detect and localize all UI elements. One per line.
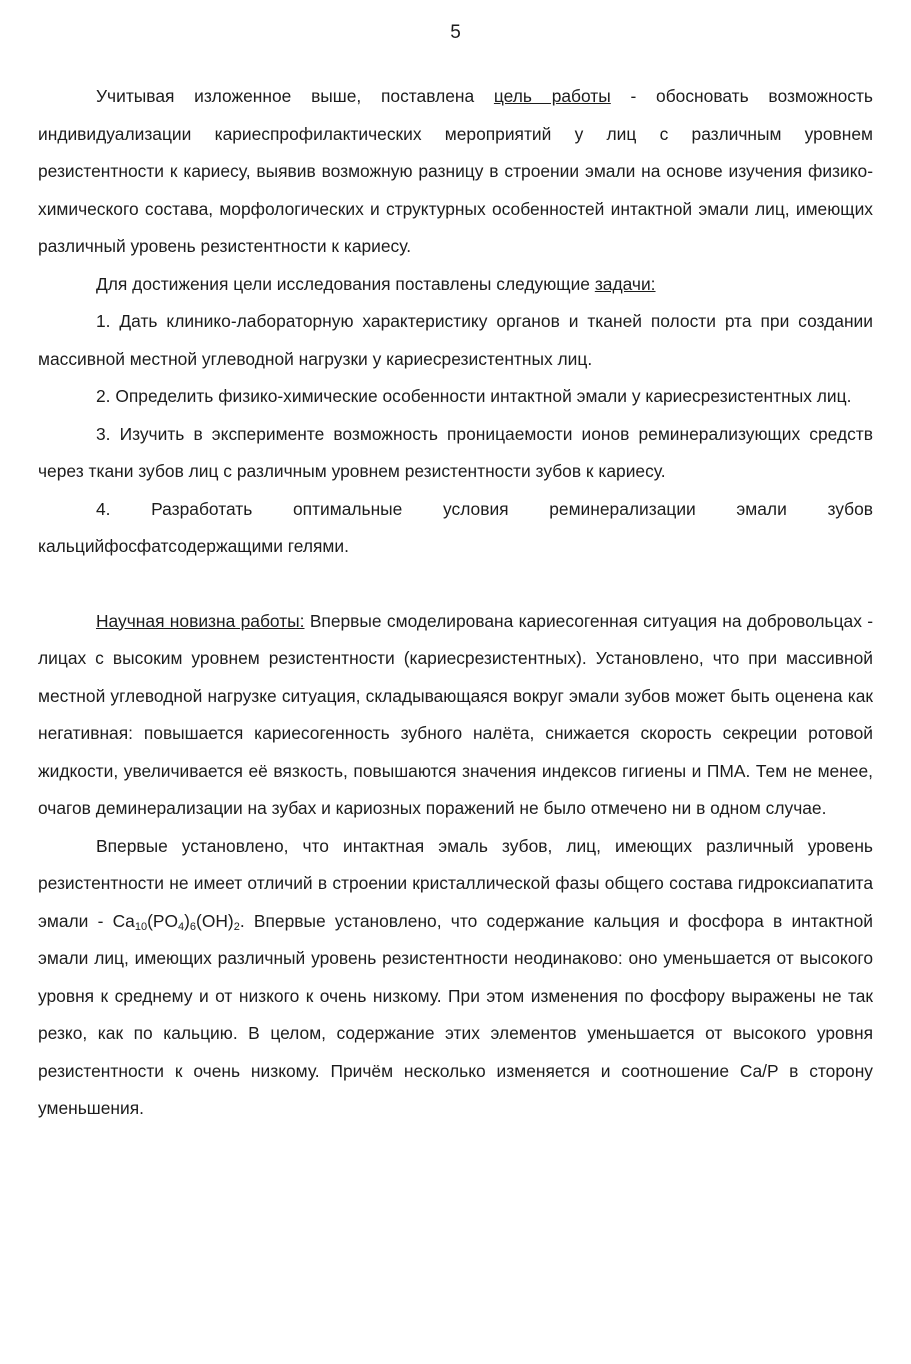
task-item-2: 2. Определить физико-химические особенности интактной эмали у кариесрезистентных лиц. bbox=[96, 386, 852, 406]
formula-subscript-po: 4 bbox=[178, 920, 185, 933]
formula-subscript-group: 6 bbox=[189, 920, 197, 933]
formula-subscript-oh: 2 bbox=[233, 920, 240, 933]
goal-paragraph bbox=[38, 78, 873, 266]
findings-paragraph bbox=[38, 828, 873, 1128]
formula-part-oh: (OH) bbox=[196, 910, 234, 931]
goal-text-before: Учитывая изложенное выше, поставлена bbox=[96, 86, 494, 106]
formula-part-po: (PO bbox=[147, 910, 178, 931]
goal-term: цель работы bbox=[493, 86, 611, 106]
page-number: 5 bbox=[450, 22, 461, 43]
task-item-3: 3. Изучить в эксперименте возможность проницаемости ионов реминерализующих средств через ткани зубов лиц с различным уровнем резистентности зубов к кариесу. bbox=[38, 423, 873, 481]
findings-text-before: Впервые установлено, что интактная эмаль зубов, лиц, имеющих различный уровень резистентности не имеет отличий в строении кристаллической фазы общего состава гидроксиапатита эмали - Ca bbox=[38, 835, 873, 931]
tasks-term: задачи: bbox=[594, 273, 656, 294]
task-item-1: 1. Дать клинико-лабораторную характеристику органов и тканей полости рта при создании массивной местной углеводной нагрузки у кариесрезистентных лиц. bbox=[38, 311, 873, 369]
page-body bbox=[38, 78, 873, 1128]
formula-part-close: ) bbox=[184, 910, 190, 931]
findings-text-after: . Впервые установлено, что содержание кальция и фосфора в интактной эмали лиц, имеющих различный уровень резистентности неодинаково: оно уменьшается от высокого уровня к среднему и от низкого к очень низкому. При этом изменения по фосфору выражены не так резко, как по кальцию. В целом, содержание этих элементов уменьшается от высокого уровня резистентности к очень низкому. Причём несколько изменяется и соотношение Ca/P в сторону уменьшения. bbox=[38, 910, 873, 1118]
novelty-term: Научная новизна работы: bbox=[96, 610, 305, 631]
novelty-paragraph bbox=[38, 603, 873, 828]
task-item-4: 4. Разработать оптимальные условия реминерализации эмали зубов кальцийфосфатсодержащими гелями. bbox=[38, 498, 873, 556]
tasks-intro-text: Для достижения цели исследования поставлены следующие bbox=[96, 273, 595, 294]
novelty-text: Впервые смоделирована кариесогенная ситуация на добровольцах - лицах с высоким уровнем резистентности (кариесрезистентных). Установлено, что при массивной местной углеводной нагрузке ситуация, складывающаяся вокруг эмали зубов может быть оценена как негативная: повышается кариесогенность зубного налёта, снижается скорость секреции ротовой жидкости, увеличивается её вязкость, повышаются значения индексов гигиены и ПМА. Тем не менее, очагов деминерализации на зубах и кариозных поражений не было отмечено ни в одном случае. bbox=[38, 610, 874, 818]
tasks-intro-paragraph bbox=[38, 266, 873, 304]
goal-text-after: - обосновать возможность индивидуализации кариеспрофилактических мероприятий у лиц с различным уровнем резистентности к кариесу, выявив возможную разницу в строении эмали на основе изучения физико-химического состава, морфологических и структурных особенностей интактной эмали лиц, имеющих различный уровень резистентности к кариесу. bbox=[38, 86, 873, 256]
formula-subscript-ca: 10 bbox=[134, 920, 148, 933]
